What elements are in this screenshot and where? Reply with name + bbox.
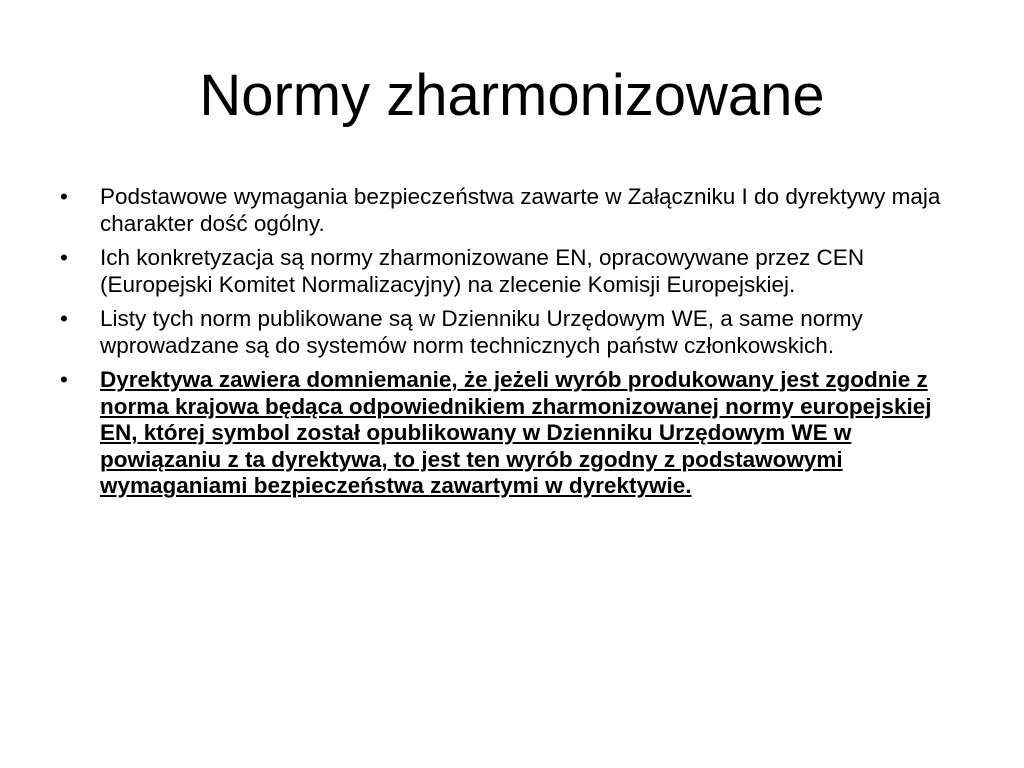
bullet-item-emphasis [60, 367, 972, 500]
bullet-marker: • [60, 367, 68, 392]
bullet-text: Ich konkretyzacja są normy zharmonizowane EN, opracowywane przez CEN (Europejski Komitet Normalizacyjny) na zlecenie Komisji Europejskiej. [100, 245, 865, 297]
bullet-item [60, 184, 972, 237]
bullet-item [60, 306, 972, 359]
bullet-list [60, 184, 972, 508]
slide-title: Normy zharmonizowane [199, 63, 825, 128]
bullet-marker: • [60, 184, 68, 209]
bullet-text: Podstawowe wymagania bezpieczeństwa zawarte w Załączniku I do dyrektywy maja charakter dość ogólny. [100, 184, 941, 236]
bullet-marker: • [60, 306, 68, 331]
bullet-item [60, 245, 972, 298]
bullet-marker: • [60, 245, 68, 270]
bullet-text: Listy tych norm publikowane są w Dzienniku Urzędowym WE, a same normy wprowadzane są do systemów norm technicznych państw członkowskich. [100, 306, 863, 358]
bullet-text-emphasis: Dyrektywa zawiera domniemanie, że jeżeli wyrób produkowany jest zgodnie z norma krajowa będąca odpowiednikiem zharmonizowanej normy europejskiej EN, której symbol został opublikowany w Dzienniku Urzędowym WE w powiązaniu z ta dyrektywa, to jest ten wyrób zgodny z podstawowymi wymaganiami bezpieczeństwa zawartymi w dyrektywie. [100, 367, 932, 498]
